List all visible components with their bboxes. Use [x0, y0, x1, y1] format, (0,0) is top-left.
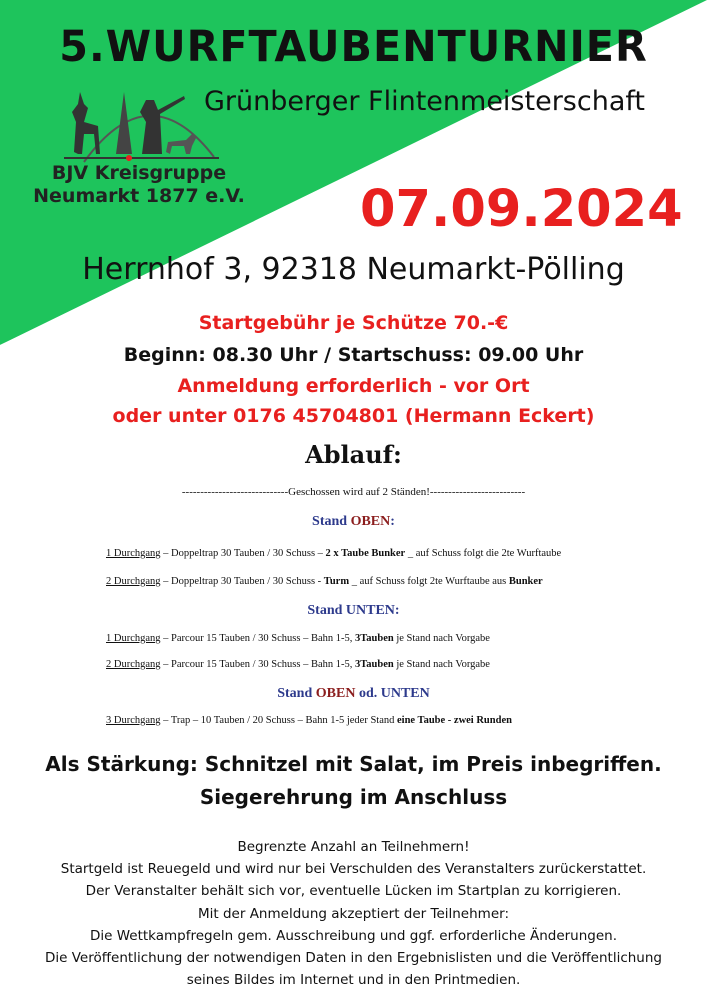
club-line-1: BJV Kreisgruppe — [51, 162, 227, 184]
round-rest: _ auf Schuss folgt die 2te Wurftaube — [405, 548, 562, 559]
round-text: – Doppeltrap 30 Tauben / 30 Schuss – — [160, 548, 326, 559]
round-label: 1 Durchgang — [106, 548, 161, 559]
fineprint-line: Startgeld ist Reuegeld und wird nur bei Verschulden des Veranstalters zurückerstattet. — [60, 861, 647, 878]
stand-unten-heading: Stand UNTEN: — [307, 603, 400, 618]
stand-accent: OBEN — [350, 514, 391, 529]
event-date: 07.09.2024 — [360, 180, 683, 239]
stand-oben-heading — [0, 514, 707, 530]
stand-prefix: Stand — [312, 514, 351, 529]
round-rest: je Stand nach Vorgabe — [393, 633, 490, 644]
fineprint-line: Der Veranstalter behält sich vor, eventuelle Lücken im Startplan zu korrigieren. — [85, 883, 622, 900]
food-info: Als Stärkung: Schnitzel mit Salat, im Preis inbegriffen. — [45, 752, 662, 776]
fineprint-line: Die Veröffentlichung der notwendigen Daten in den Ergebnislisten und die Veröffentlichung — [45, 950, 662, 967]
schedule-row — [106, 633, 490, 644]
club-name — [0, 162, 278, 208]
schedule-intro: -----------------------------Geschossen wird auf 2 Ständen!-------------------------- — [181, 486, 526, 498]
round-bold: eine Taube - zwei Runden — [397, 715, 512, 726]
registration-line-1: Anmeldung erforderlich - vor Ort — [177, 375, 530, 397]
fineprint-line: Mit der Anmeldung akzeptiert der Teilnehmer: — [198, 905, 509, 922]
award-ceremony: Siegerehrung im Anschluss — [199, 785, 508, 809]
schedule-row — [106, 715, 512, 726]
fineprint-line: Begrenzte Anzahl an Teilnehmern! — [237, 839, 470, 855]
round-bold-2: Bunker — [508, 576, 543, 587]
stand-accent: OBEN — [315, 686, 356, 701]
hunter-logo-icon — [54, 82, 229, 168]
round-label: 2 Durchgang — [106, 659, 161, 670]
round-text: – Parcour 15 Tauben / 30 Schuss – Bahn 1-5, — [160, 659, 355, 670]
schedule-row — [106, 576, 543, 587]
fineprint-line: Die Wettkampfregeln gem. Ausschreibung und ggf. erforderliche Änderungen. — [89, 927, 618, 944]
round-text: – Trap – 10 Tauben / 20 Schuss – Bahn 1-5 jeder Stand — [160, 715, 398, 726]
stand-suffix: od. UNTEN — [355, 686, 430, 701]
event-title: 5.WURFTAUBENTURNIER — [59, 22, 648, 72]
club-line-2: Neumarkt 1877 e.V. — [33, 185, 245, 207]
round-label: 3 Durchgang — [106, 715, 161, 726]
fineprint-block — [0, 836, 707, 991]
round-text: – Parcour 15 Tauben / 30 Schuss – Bahn 1-5, — [160, 633, 355, 644]
schedule-row — [106, 659, 490, 670]
entry-fee: Startgebühr je Schütze 70.-€ — [198, 312, 509, 334]
stand-suffix: : — [390, 514, 395, 529]
stand-both-heading — [0, 686, 707, 702]
round-rest: je Stand nach Vorgabe — [393, 659, 490, 670]
start-time: Beginn: 08.30 Uhr / Startschuss: 09.00 Uhr — [123, 344, 584, 366]
round-text: – Doppeltrap 30 Tauben / 30 Schuss - — [160, 576, 324, 587]
round-bold: 3Tauben — [355, 659, 394, 670]
stand-prefix: Stand — [277, 686, 316, 701]
event-address: Herrnhof 3, 92318 Neumarkt-Pölling — [82, 252, 625, 287]
round-rest: _ auf Schuss folgt 2te Wurftaube aus — [349, 576, 509, 587]
round-label: 2 Durchgang — [106, 576, 161, 587]
round-bold: 3Tauben — [355, 633, 394, 644]
fineprint-line: seines Bildes im Internet und in den Printmedien. — [186, 972, 521, 989]
schedule-heading: Ablauf: — [305, 440, 402, 469]
round-bold: Turm — [323, 576, 350, 587]
schedule-row — [106, 548, 561, 559]
event-subtitle: Grünberger Flintenmeisterschaft — [204, 86, 645, 117]
round-label: 1 Durchgang — [106, 633, 161, 644]
registration-line-2: oder unter 0176 45704801 (Hermann Eckert) — [112, 405, 595, 427]
round-bold: 2 x Taube Bunker — [325, 548, 406, 559]
